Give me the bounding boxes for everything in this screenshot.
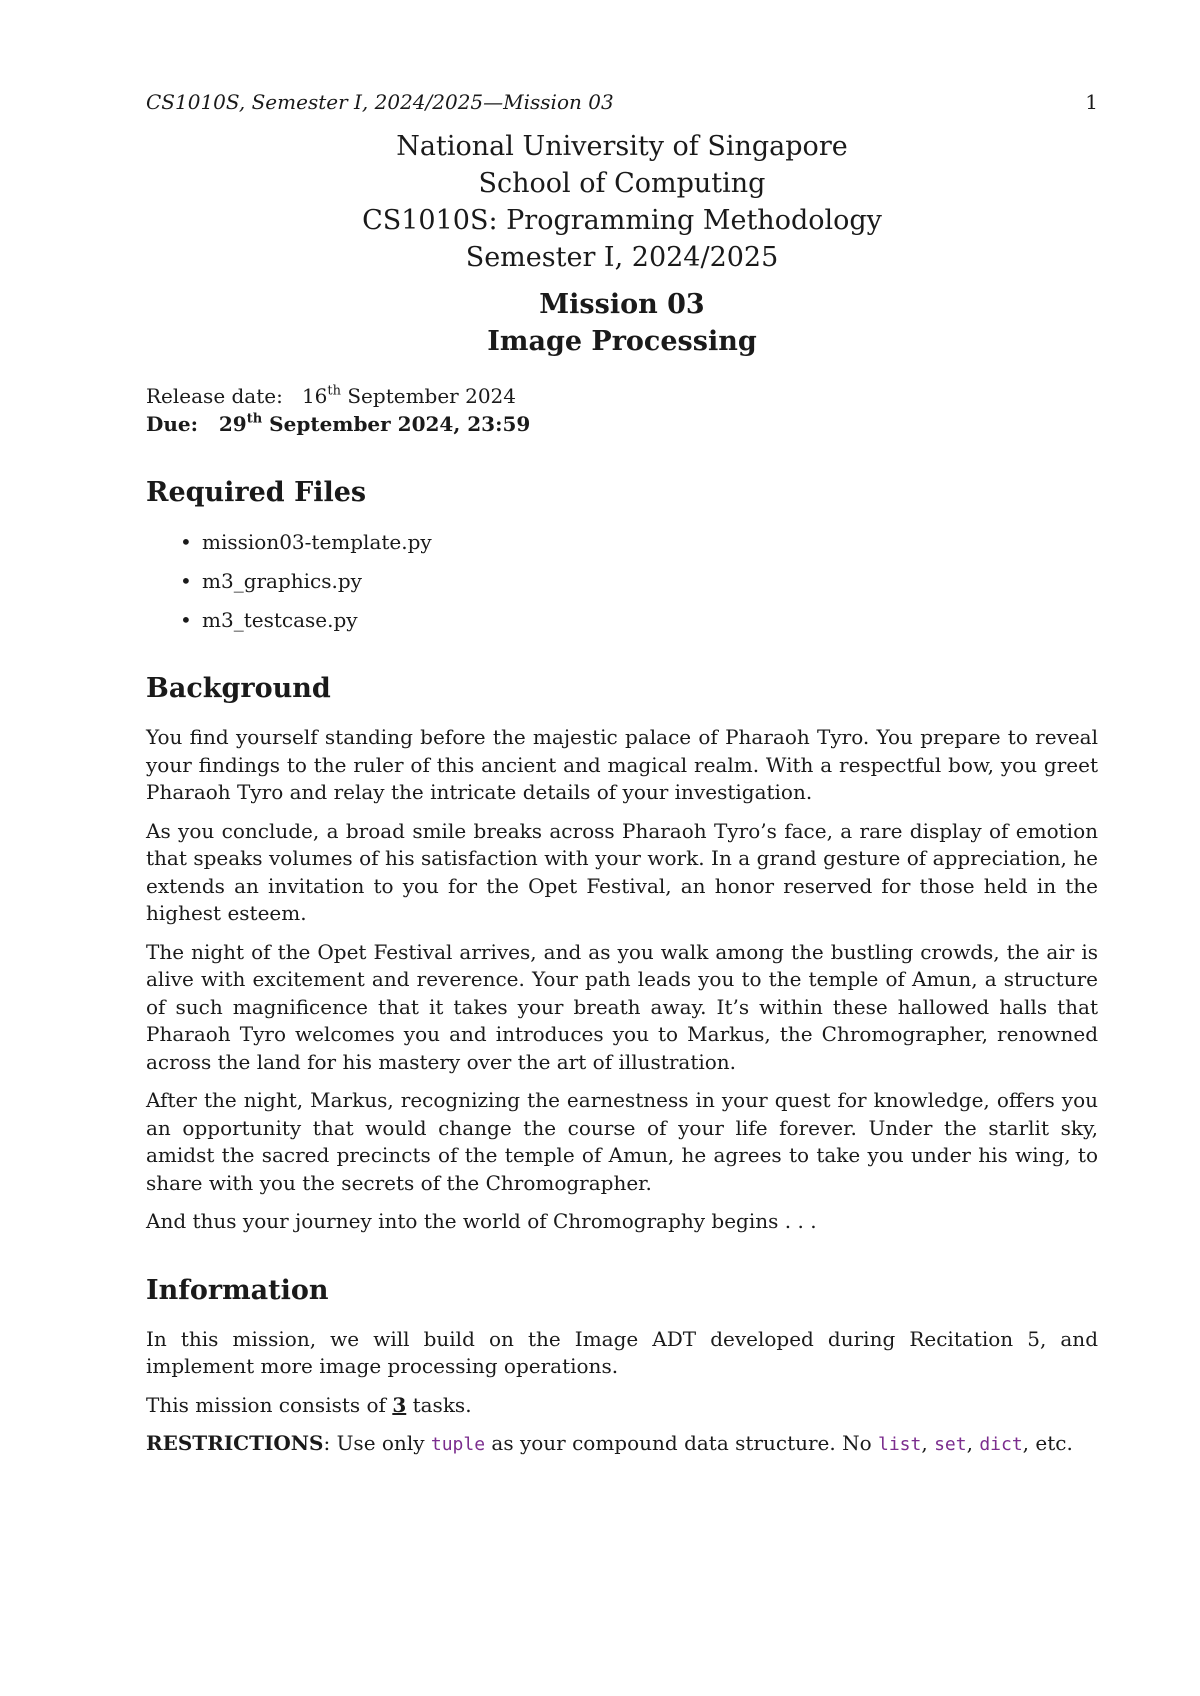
release-day: 16 (301, 384, 328, 408)
page-number: 1 (1085, 90, 1098, 114)
running-title: CS1010S, Semester I, 2024/2025—Mission 03 (146, 90, 614, 114)
bullet-icon: • (180, 569, 192, 593)
list-item (180, 528, 1098, 556)
code-set: set (934, 1434, 967, 1455)
university-name: National University of Singapore (396, 131, 848, 162)
background-paragraph: And thus your journey into the world of Chromography begins . . . (146, 1209, 817, 1233)
information-paragraph: In this mission, we will build on the Image ADT developed during Recitation 5, and implement more image processing operations. (146, 1326, 1098, 1378)
separator: , (966, 1431, 980, 1455)
mission-number: Mission 03 (539, 289, 705, 320)
background-heading: Background (146, 673, 331, 704)
release-label: Release date: (146, 384, 283, 408)
file-name: m3_graphics.py (202, 569, 362, 593)
restrictions-paragraph (146, 1430, 1098, 1459)
task-count-prefix: This mission consists of (146, 1392, 393, 1417)
mission-title-block (146, 286, 1098, 360)
due-label: Due: (146, 412, 198, 436)
required-files-list (146, 528, 1098, 634)
background-paragraph: You find yourself standing before the majestic palace of Pharaoh Tyro. You prepare to reveal your findings to the ruler of this ancient and magical realm. With a respectful bow, you greet Pharaoh Tyro and relay the intricate details of your investigation. (146, 725, 1098, 804)
task-count-paragraph (146, 1392, 1098, 1420)
due-day: 29 (218, 412, 247, 436)
bullet-icon: • (180, 530, 192, 554)
school-name: School of Computing (478, 168, 766, 199)
restrictions-label: RESTRICTIONS (146, 1431, 324, 1455)
background-paragraph: After the night, Markus, recognizing the earnestness in your quest for knowledge, offers you an opportunity that would change the course of your life forever. Under the starlit sky, amidst the sacred precincts of the temple of Amun, he agrees to take you under his wing, to share with you the secrets of the Chromographer. (146, 1088, 1098, 1195)
due-date (146, 410, 1098, 438)
required-files-heading: Required Files (146, 477, 367, 508)
list-item (180, 606, 1098, 634)
code-tuple: tuple (430, 1434, 486, 1455)
running-header (146, 88, 1098, 116)
file-name: m3_testcase.py (202, 608, 358, 632)
information-heading: Information (146, 1274, 329, 1306)
task-count-suffix: tasks. (406, 1392, 472, 1417)
title-block (146, 128, 1098, 276)
document-page (146, 88, 1098, 1470)
restrictions-text: : Use only (323, 1431, 431, 1455)
background-paragraph: The night of the Opet Festival arrives, and as you walk among the bustling crowds, the air is alive with excitement and reverence. Your path leads you to the temple of Amun, a structure of such magnificence that it takes your breath away. It’s within these hallowed halls that Pharaoh Tyro welcomes you and introduces you to Markus, the Chromographer, renowned across the land for his mastery over the art of illustration. (146, 939, 1098, 1074)
separator: , (921, 1431, 935, 1455)
due-rest: September 2024, 23:59 (269, 412, 531, 436)
semester: Semester I, 2024/2025 (465, 242, 779, 273)
task-count: 3 (392, 1392, 407, 1417)
release-date (146, 382, 1098, 410)
due-sup: th (246, 411, 263, 427)
code-list: list (878, 1434, 922, 1455)
background-paragraph: As you conclude, a broad smile breaks across Pharaoh Tyro’s face, a rare display of emotion that speaks volumes of his satisfaction with your work. In a grand gesture of appreciation, he extends an invitation to you for the Opet Festival, an honor reserved for those held in the highest esteem. (146, 818, 1098, 925)
restrictions-text: , etc. (1022, 1431, 1073, 1455)
release-sup: th (327, 383, 341, 399)
release-rest: September 2024 (347, 384, 516, 408)
list-item (180, 567, 1098, 595)
mission-title: Image Processing (487, 326, 757, 357)
file-name: mission03-template.py (202, 530, 432, 554)
course-name: CS1010S: Programming Methodology (362, 205, 882, 236)
bullet-icon: • (180, 608, 192, 632)
restrictions-text: as your compound data structure. No (485, 1431, 878, 1455)
dates (146, 382, 1098, 438)
code-dict: dict (979, 1434, 1023, 1455)
